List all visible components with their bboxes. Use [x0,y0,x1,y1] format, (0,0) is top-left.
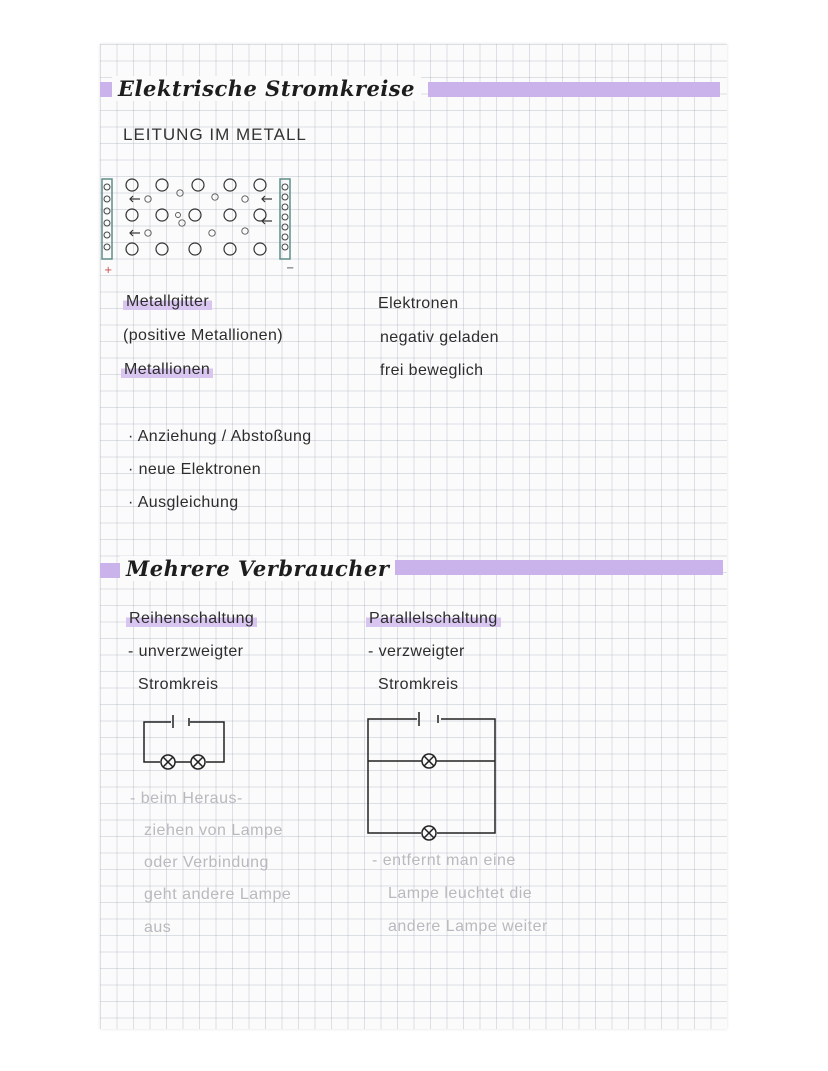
bullet-item-1: · Anziehung / Abstoßung [128,428,312,445]
plus-terminal-label: + [104,265,113,276]
metal-lattice-diagram [100,175,300,275]
free-moving-line: frei beweglich [380,362,484,379]
title-highlight-right [428,82,720,97]
parallel-title [366,610,501,628]
series-title [126,610,257,628]
page-title: Elektrische Stromkreise [112,76,421,101]
parallel-note-line-3: andere Lampe weiter [388,918,548,935]
parallel-line-1: - verzweigter [368,643,465,660]
electrons-line: Elektronen [378,295,459,312]
series-note-line-1: - beim Heraus- [130,790,243,807]
section2-highlight-left [100,563,122,578]
title-highlight-left [100,82,112,97]
series-note-line-3: oder Verbindung [144,854,269,871]
series-note-line-5: aus [144,919,172,936]
series-line-2: Stromkreis [138,676,219,693]
series-line-1: - unverzweigter [128,643,244,660]
term-metallionen [121,361,213,379]
bullet-text-2: neue Elektronen [138,461,262,478]
term-metallgitter-desc: (positive Metallionen) [123,327,283,344]
bullet-item-2: · neue Elektronen [128,461,262,478]
parallel-line-2: Stromkreis [378,676,459,693]
series-note-line-2: ziehen von Lampe [144,822,283,839]
section2-highlight-right [395,560,723,575]
term-metallgitter [123,293,212,311]
series-title-text: Reihenschaltung [126,610,257,627]
series-note-line-4: geht andere Lampe [144,886,292,903]
term-metallionen-text: Metallionen [121,361,213,378]
section2-title: Mehrere Verbraucher [120,556,395,581]
bullet-text-1: Anziehung / Abstoßung [137,428,312,445]
parallel-note-line-1: - entfernt man eine [372,852,516,869]
series-circuit-diagram [140,710,230,776]
parallel-note-line-2: Lampe leuchtet die [388,885,533,902]
negative-charge-line: negativ geladen [380,329,499,346]
minus-terminal-label: − [286,263,295,274]
parallel-title-text: Parallelschaltung [366,610,501,627]
bullet-item-3: · Ausgleichung [128,494,239,511]
parallel-circuit-diagram [365,710,500,840]
bullet-text-3: Ausgleichung [137,494,239,511]
term-metallgitter-text: Metallgitter [123,293,212,310]
section-subtitle: LEITUNG IM METALL [123,125,307,144]
